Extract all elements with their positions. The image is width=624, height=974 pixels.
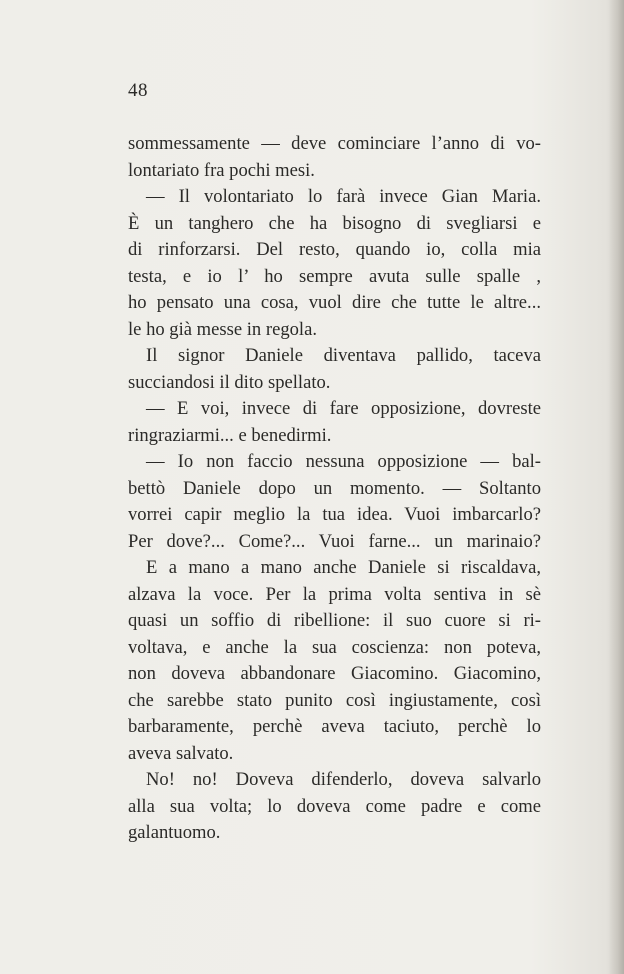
text-line: ho pensato una cosa, vuol dire che tutte le altre... [128,292,541,313]
text-line: alzava la voce. Per la prima volta sentiva in sè [128,583,541,605]
text-line: È un tanghero che ha bisogno di svegliarsi e [128,212,541,234]
text-line: — Il volontariato lo farà invece Gian Maria. [146,186,541,207]
text-line: quasi un soffio di ribellione: il suo cuore si ri- [128,610,541,631]
text-line: di rinforzarsi. Del resto, quando io, colla mia [128,239,541,260]
text-line: — Io non faccio nessuna opposizione — bal- [146,451,541,472]
text-line: ringraziarmi... e benedirmi. [128,424,332,446]
text-line: voltava, e anche la sua coscienza: non poteva, [128,636,541,658]
text-line: testa, e io l’ ho sempre avuta sulle spalle , [128,265,541,287]
page-number: 48 [128,80,148,101]
text-line: barbaramente, perchè aveva taciuto, perchè lo [128,716,541,737]
text-line: lontariato fra pochi mesi. [128,159,315,181]
text-line: succiandosi il dito spellato. [128,371,331,393]
text-line: E a mano a mano anche Daniele si riscaldava, [146,557,541,578]
text-line: Per dove?... Come?... Vuoi farne... un marinaio? [128,530,541,552]
page-edge-shadow [608,0,624,974]
text-line: che sarebbe stato punito così ingiustamente, così [128,689,541,711]
text-line: bettò Daniele dopo un momento. — Soltanto [128,477,541,499]
text-line: — E voi, invece di fare opposizione, dovreste [146,398,541,419]
text-line: vorrei capir meglio la tua idea. Vuoi imbarcarlo? [128,504,541,525]
text-line: sommessamente — deve cominciare l’anno di vo- [128,133,541,154]
body-text [128,131,541,847]
text-line: galantuomo. [128,822,221,843]
text-line: non doveva abbandonare Giacomino. Giacomino, [128,663,541,684]
text-line: aveva salvato. [128,742,234,764]
text-line: le ho già messe in regola. [128,318,317,340]
text-line: No! no! Doveva difenderlo, doveva salvarlo [146,769,541,790]
text-line: alla sua volta; lo doveva come padre e come [128,795,541,817]
text-line: Il signor Daniele diventava pallido, taceva [146,345,541,366]
